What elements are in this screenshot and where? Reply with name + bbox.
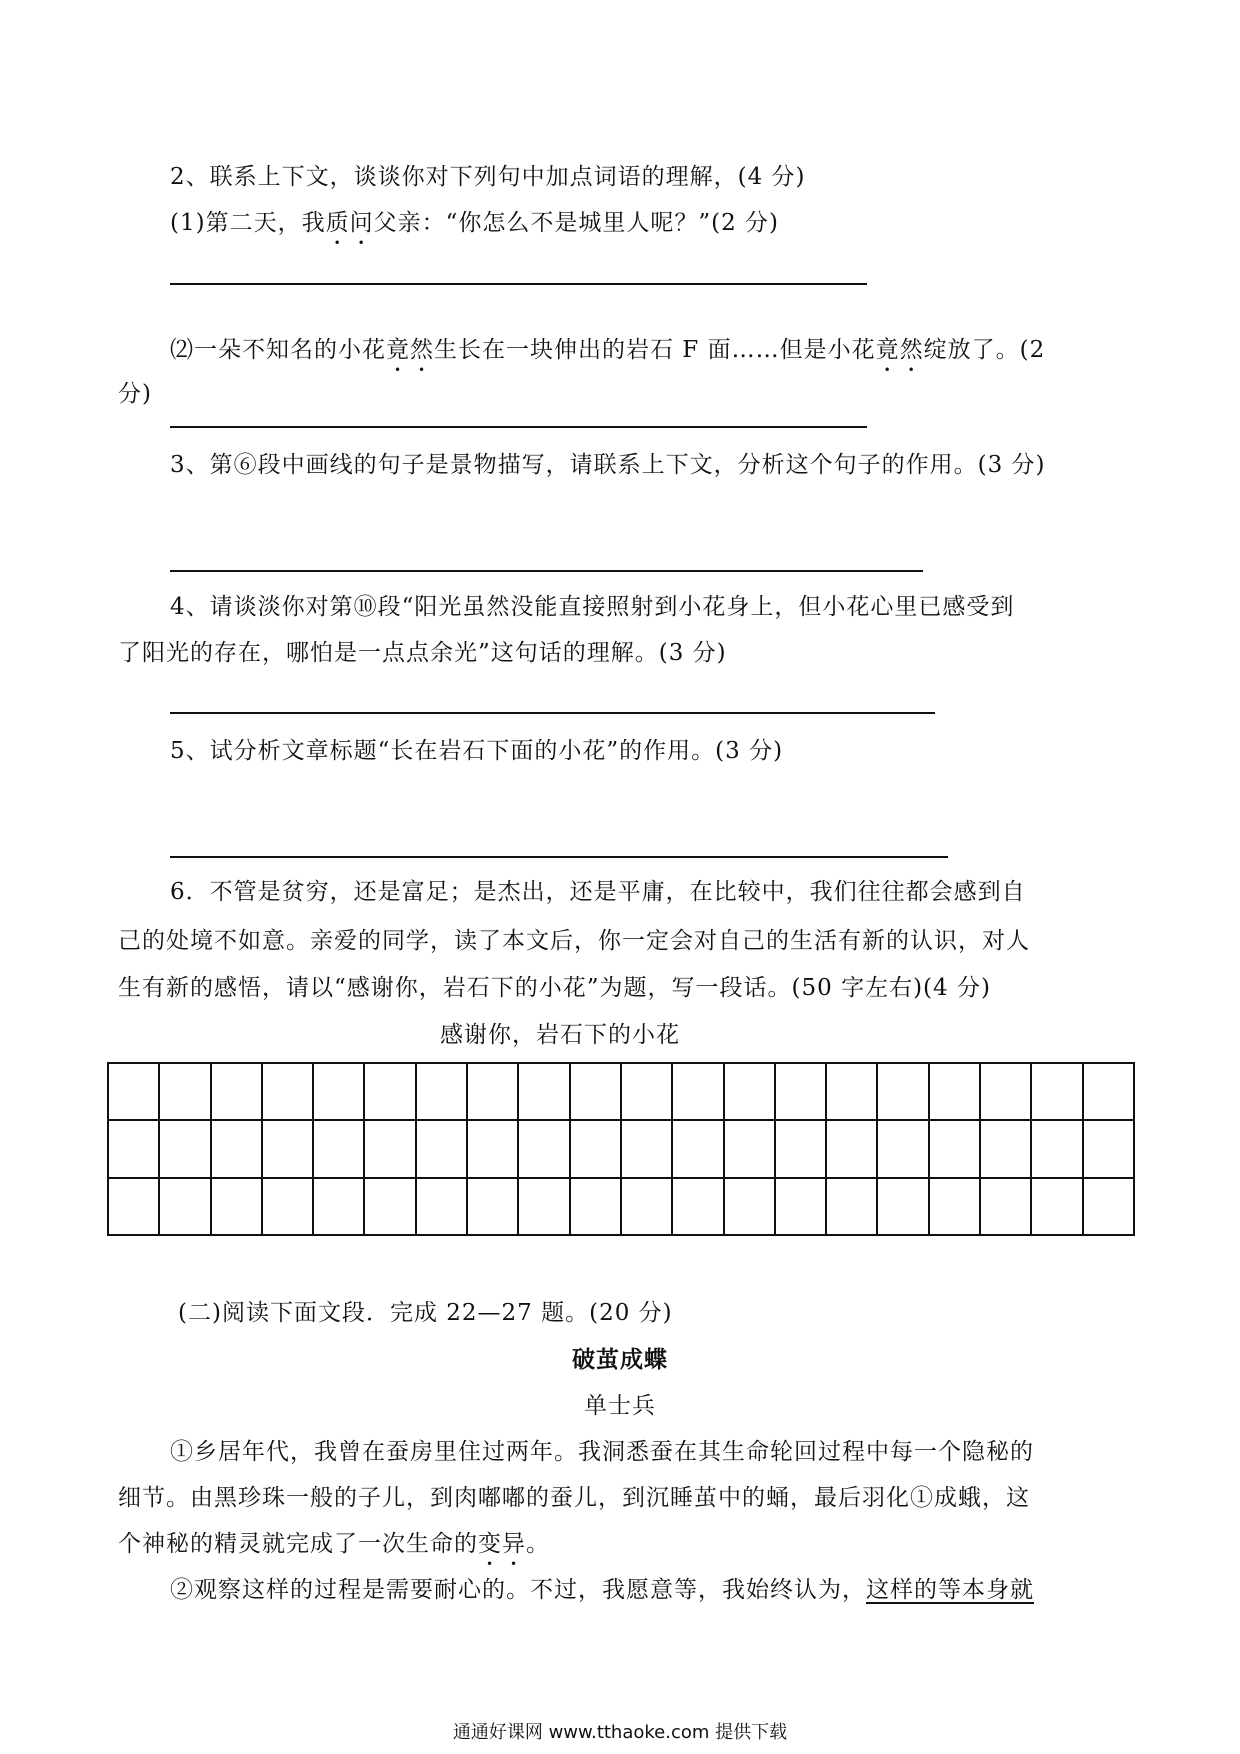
grid-cell[interactable] [108,1178,159,1235]
paragraph-1-line-3-text-a: 个神秘的精灵就完成了一次生命的 [118,1531,478,1557]
page-footer: 通通好课网 www.tthaoke.com 提供下载 [452,1722,788,1743]
answer-line[interactable] [170,856,948,858]
answer-line[interactable] [170,426,867,428]
grid-cell[interactable] [211,1120,262,1177]
paragraph-2-text: ②观察这样的过程是需要耐心的。不过，我愿意等，我始终认为， [170,1577,866,1603]
grid-cell[interactable] [724,1120,775,1177]
grid-cell[interactable] [672,1063,723,1120]
grid-cell[interactable] [467,1063,518,1120]
q4-line2: 了阳光的存在，哪怕是一点点余光”这句话的理解。(3 分) [118,640,727,666]
grid-cell[interactable] [1031,1178,1082,1235]
grid-cell[interactable] [467,1120,518,1177]
grid-cell[interactable] [621,1120,672,1177]
grid-cell[interactable] [621,1063,672,1120]
q2-prompt: 2、联系上下文，谈谈你对下列句中加点词语的理解，(4 分) [170,164,806,190]
grid-cell[interactable] [775,1063,826,1120]
grid-cell[interactable] [775,1120,826,1177]
grid-cell[interactable] [518,1178,569,1235]
grid-cell[interactable] [313,1063,364,1120]
grid-cell[interactable] [1031,1063,1082,1120]
grid-cell[interactable] [826,1063,877,1120]
q2-sub2-text-b: 生长在一块伸出的岩石 F 面……但是小花 [434,337,876,363]
article-title: 破茧成蝶 [572,1346,668,1373]
paragraph-1-line-1: ①乡居年代，我曾在蚕房里住过两年。我洞悉蚕在其生命轮回过程中每一个隐秘的 [170,1439,1034,1465]
q6-line2: 己的处境不如意。亲爱的同学，读了本文后，你一定会对自己的生活有新的认识，对人 [118,928,1030,954]
answer-line[interactable] [170,570,923,572]
grid-cell[interactable] [570,1178,621,1235]
q2-sub1-text-a: (1)第二天，我 [170,210,326,236]
q2-sub2-dotted-word-2: 竟然 [875,337,924,363]
q6-line3: 生有新的感悟，请以“感谢你，岩石下的小花”为题，写一段话。(50 字左右)(4 分) [118,975,991,1001]
grid-row [108,1120,1134,1177]
grid-cell[interactable] [262,1178,313,1235]
grid-cell[interactable] [262,1120,313,1177]
grid-cell[interactable] [775,1178,826,1235]
paragraph-2-line-1 [170,1574,1034,1606]
q2-sub2-wrap: 分) [118,381,152,407]
grid-cell[interactable] [416,1178,467,1235]
grid-cell[interactable] [518,1063,569,1120]
paragraph-1-line-2: 细节。由黑珍珠一般的子儿，到肉嘟嘟的蚕儿，到沉睡茧中的蛹，最后羽化①成蛾，这 [118,1485,1030,1511]
grid-cell[interactable] [364,1063,415,1120]
grid-cell[interactable] [159,1178,210,1235]
grid-cell[interactable] [672,1120,723,1177]
grid-cell[interactable] [929,1063,980,1120]
grid-cell[interactable] [672,1178,723,1235]
q6-line1: 6．不管是贫穷，还是富足；是杰出，还是平庸，在比较中，我们往往都会感到自 [170,879,1026,905]
grid-cell[interactable] [262,1063,313,1120]
grid-cell[interactable] [570,1120,621,1177]
grid-cell[interactable] [364,1178,415,1235]
q3-prompt: 3、第⑥段中画线的句子是景物描写，请联系上下文，分析这个句子的作用。(3 分) [170,452,1046,478]
grid-cell[interactable] [108,1120,159,1177]
q2-sub1-dotted-word: 质问 [325,210,374,236]
writing-grid [107,1062,1135,1236]
grid-row [108,1178,1134,1235]
grid-cell[interactable] [877,1178,928,1235]
q4-line1: 4、请谈淡你对第⑩段“阳光虽然没能直接照射到小花身上，但小花心里已感受到 [170,594,1015,620]
grid-cell[interactable] [108,1063,159,1120]
q2-sub2-text-c: 绽放了。(2 [923,337,1046,363]
grid-cell[interactable] [416,1120,467,1177]
q2-sub2-text-a: ⑵一朵不知名的小花 [170,337,386,363]
q2-sub1-text-b: 父亲：“你怎么不是城里人呢？”(2 分) [373,210,780,236]
grid-cell[interactable] [1031,1120,1082,1177]
grid-cell[interactable] [467,1178,518,1235]
grid-cell[interactable] [570,1063,621,1120]
paragraph-2-underlined-sentence: 这样的等本身就 [866,1577,1034,1603]
grid-cell[interactable] [159,1063,210,1120]
q5-prompt: 5、试分析文章标题“长在岩石下面的小花”的作用。(3 分) [170,738,784,764]
grid-title: 感谢你，岩石下的小花 [440,1022,680,1048]
grid-cell[interactable] [724,1063,775,1120]
grid-cell[interactable] [313,1178,364,1235]
grid-cell[interactable] [1083,1120,1134,1177]
grid-cell[interactable] [1083,1178,1134,1235]
grid-cell[interactable] [929,1178,980,1235]
grid-cell[interactable] [826,1120,877,1177]
grid-cell[interactable] [518,1120,569,1177]
grid-cell[interactable] [211,1063,262,1120]
q2-sub1 [170,207,779,250]
grid-cell[interactable] [159,1120,210,1177]
article-author: 单士兵 [584,1393,656,1419]
grid-cell[interactable] [877,1120,928,1177]
section2-intro: (二)阅读下面文段．完成 22—27 题。(20 分) [178,1300,673,1326]
grid-cell[interactable] [416,1063,467,1120]
grid-cell[interactable] [724,1178,775,1235]
paragraph-1-line-3 [118,1528,550,1571]
grid-cell[interactable] [826,1178,877,1235]
grid-cell[interactable] [1083,1063,1134,1120]
paragraph-1-dotted-word: 变异 [478,1531,526,1557]
answer-line[interactable] [170,283,867,285]
q2-sub2 [170,334,1045,377]
grid-cell[interactable] [980,1120,1031,1177]
grid-cell[interactable] [313,1120,364,1177]
grid-cell[interactable] [621,1178,672,1235]
grid-cell[interactable] [980,1063,1031,1120]
paragraph-1-line-3-text-b: 。 [526,1531,550,1557]
answer-line[interactable] [170,712,935,714]
grid-cell[interactable] [980,1178,1031,1235]
q2-sub2-dotted-word-1: 竟然 [386,337,434,363]
grid-cell[interactable] [364,1120,415,1177]
grid-cell[interactable] [211,1178,262,1235]
grid-cell[interactable] [877,1063,928,1120]
grid-cell[interactable] [929,1120,980,1177]
grid-row [108,1063,1134,1120]
